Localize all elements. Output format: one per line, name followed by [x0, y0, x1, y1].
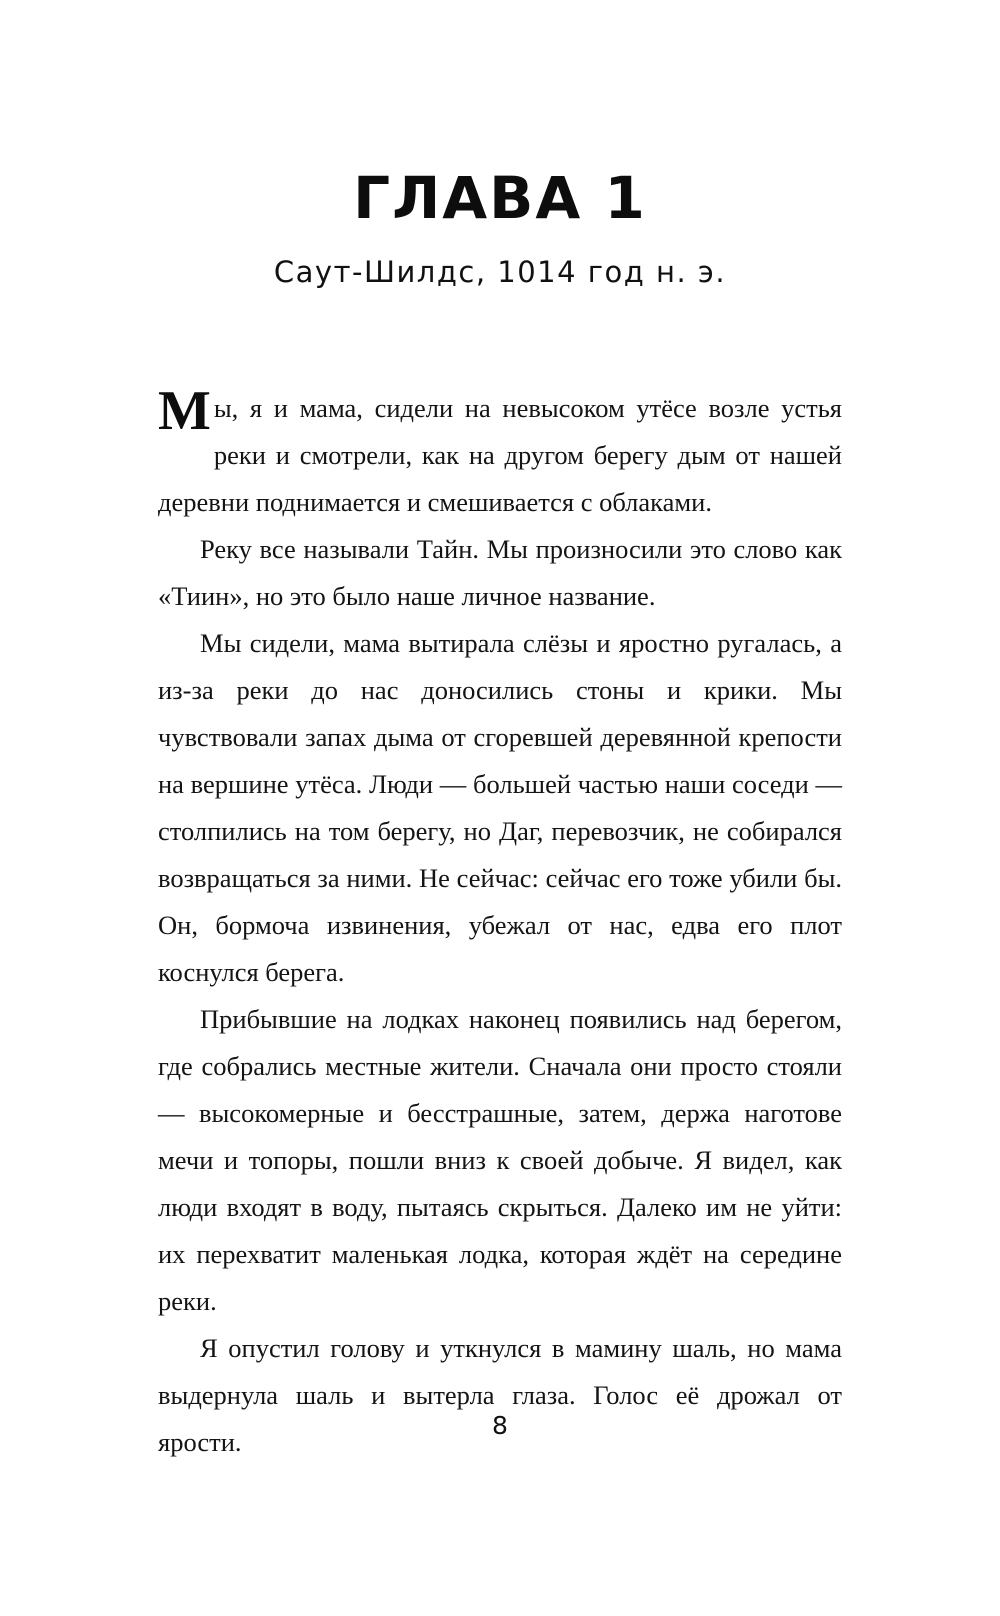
paragraph-4: Прибывшие на лодках наконец появились над берегом, где собрались местные жители. Сначала они просто стояли — высокомерные и бесстрашные, затем, держа наготове мечи и топоры, пошли вниз к своей добыче. Я видел, как люди входят в воду, пытаясь скрыться. Далеко им не уйти: их перехватит маленькая лодка, которая ждёт на середине реки. — [158, 1003, 842, 1316]
chapter-header — [0, 0, 1000, 289]
paragraph-3: Мы сидели, мама вытирала слёзы и яростно ругалась, а из-за реки до нас доносились стоны и крики. Мы чувствовали запах дыма от сгоревшей деревянной крепости на вершине утёса. Люди — большей частью наши соседи — столпились на том берегу, но Даг, перевозчик, не собирался возвращаться за ними. Не сейчас: сейчас его тоже убили бы. Он, бормоча извинения, убежал от нас, едва его плот коснулся берега. — [158, 627, 842, 987]
paragraph-5: Я опустил голову и уткнулся в мамину шаль, но мама выдернула шаль и вытерла глаза. Голос её дрожал от ярости. — [158, 1332, 842, 1457]
chapter-title: ГЛАВА 1 — [353, 164, 647, 232]
page-number: 8 — [492, 1411, 508, 1440]
body-text — [158, 379, 842, 1466]
paragraph-1 — [158, 379, 842, 526]
drop-cap: М — [158, 379, 211, 442]
paragraph-1-text: ы, я и мама, сидели на невысоком утёсе возле устья реки и смотрели, как на другом берегу дым от нашей деревни поднимается и смешивается с облаками. — [158, 392, 842, 517]
paragraph-2: Реку все называли Тайн. Мы произносили это слово как «Тиин», но это было наше личное название. — [158, 533, 842, 611]
chapter-subtitle: Саут-Шилдс, 1014 год н. э. — [273, 254, 727, 289]
